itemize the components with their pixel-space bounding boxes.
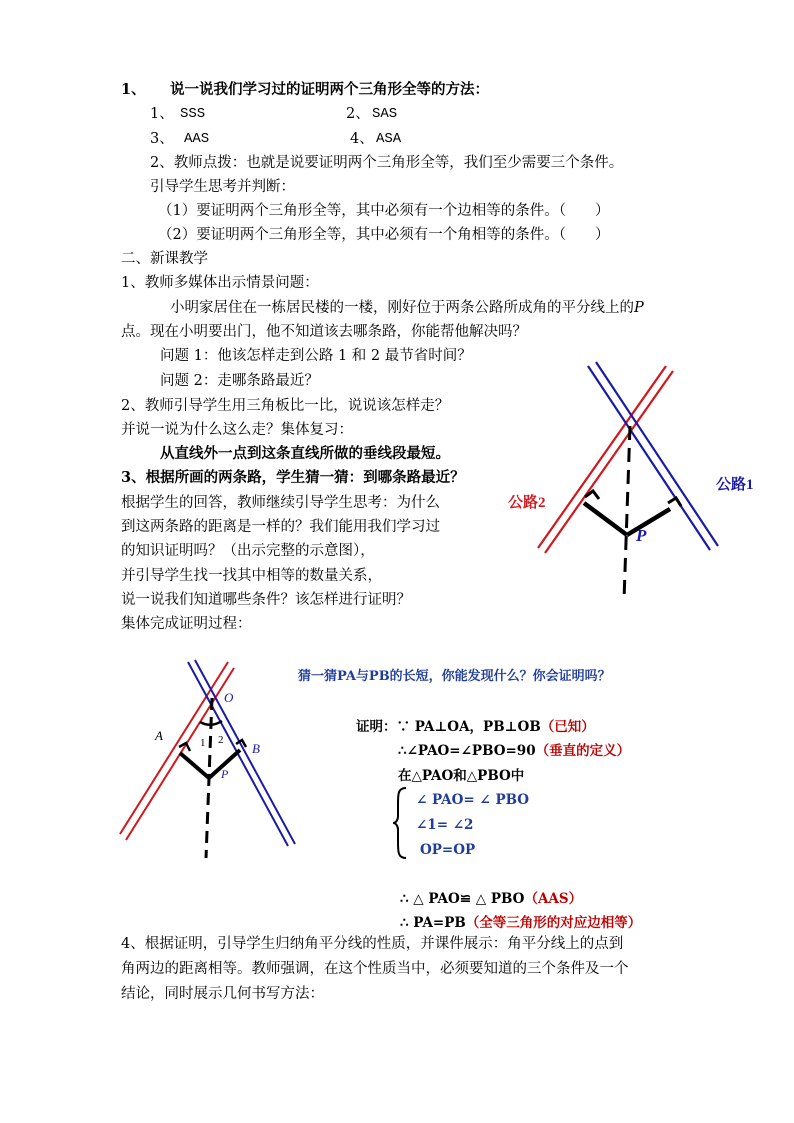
method-1-num: 1、 xyxy=(150,106,174,122)
label-b: B xyxy=(252,741,260,756)
section2-line-4: 2、教师引导学生用三角板比一比，说说该怎样走？ xyxy=(121,398,450,414)
proof-figure xyxy=(118,658,308,863)
section2-line-12: 说一说我们知道哪些条件？该怎样进行证明？ xyxy=(121,592,411,608)
condition-1: ∠ PAO= ∠ PBO xyxy=(416,792,530,808)
section2-line-10: 的知识证明吗？（出示完整的示意图）， xyxy=(121,543,375,559)
segment-pa xyxy=(180,753,209,778)
proof-conclusion-2-note: （全等三角形的对应边相等） xyxy=(465,915,642,931)
section2-line-5: 并说一说为什么这么走？集体复习： xyxy=(121,422,353,438)
section2-line-3: 点。现在小明要出门，他不知道该去哪条路，你能帮他解决吗？ xyxy=(121,324,527,340)
angle-1-label: 1 xyxy=(200,737,206,749)
section2-heading: 二、新课教学 xyxy=(121,251,208,267)
proof-conclusion-2-text: ∴ PA=PB xyxy=(400,915,466,931)
perpendicular-to-road2 xyxy=(584,503,627,535)
label-a: A xyxy=(155,728,163,743)
bisector-dashed xyxy=(624,426,630,600)
method-4: ASA xyxy=(376,131,402,147)
perpendicular-shortest: 从直线外一点到这条直线所做的垂线段最短。 xyxy=(160,445,450,462)
section2-line-13: 集体完成证明过程： xyxy=(121,616,252,632)
perpendicular-to-road1 xyxy=(627,509,670,535)
section2-line-11: 并引导学生找一找其中相等的数量关系， xyxy=(121,568,382,584)
condition-3: OP=OP xyxy=(420,842,476,858)
section4-line-3: 结论，同时展示几何书写方法： xyxy=(121,986,324,1002)
proof-conclusion-1 xyxy=(400,889,582,909)
method-2: SAS xyxy=(372,106,398,122)
side-oa-line-a xyxy=(120,662,228,834)
section4-line-1: 4、根据证明，引导学生归纳角平分线的性质，并课件展示：角平分线上的点到 xyxy=(121,936,624,952)
section2-line-8: 根据学生的回答，教师继续引导学生思考：为什么 xyxy=(121,495,440,511)
proof-line-2 xyxy=(398,741,630,761)
right-angle-mark-right xyxy=(668,498,681,506)
teacher-hint: 2、教师点拨：也就是说要证明两个三角形全等，我们至少需要三个条件。 xyxy=(150,155,624,171)
section1-heading-num: 1、 xyxy=(121,81,146,98)
proof-line-2-text: ∴∠PAO=∠PBO=90 xyxy=(398,743,536,759)
section1-heading: 说一说我们学习过的证明两个三角形全等的方法： xyxy=(170,81,489,98)
problem-2: 问题 2：走哪条路最近？ xyxy=(160,373,319,389)
angle-2-label: 2 xyxy=(218,734,224,746)
proof-line-1-note: （已知） xyxy=(540,719,595,735)
road2-label: 公路2 xyxy=(508,495,546,511)
proof-line-1-text: 证明：∵ PA⊥OA，PB⊥OB xyxy=(356,719,541,735)
method-1: SSS xyxy=(180,106,206,122)
label-o: O xyxy=(224,690,234,705)
proof-line-2-note: （垂直的定义） xyxy=(535,743,631,759)
method-2-num: 2、 xyxy=(346,106,370,122)
condition-2: ∠1= ∠2 xyxy=(416,817,474,833)
proof-line-1 xyxy=(356,717,595,737)
judge-question-1: （1）要证明两个三角形全等，其中必须有一个边相等的条件。（ ） xyxy=(158,203,610,219)
method-3: AAS xyxy=(184,131,210,147)
section2-line-2 xyxy=(170,298,644,318)
method-3-num: 3、 xyxy=(150,131,174,147)
figure1-point-p: P xyxy=(636,526,647,545)
proof-title: 猜一猜PA与PB的长短，你能发现什么？你会证明吗？ xyxy=(298,669,611,684)
roads-figure xyxy=(500,360,780,610)
section2-line-7: 3、根据所画的两条路，学生猜一猜：到哪条路最近？ xyxy=(121,469,465,486)
problem-1: 问题 1：他该怎样走到公路 1 和 2 最节省时间？ xyxy=(160,348,472,364)
proof-conclusion-1-text: ∴ △ PAO≌ △ PBO xyxy=(400,891,525,907)
section4-line-2: 角两边的距离相等。教师强调，在这个性质当中，必须要知道的三个条件及一个 xyxy=(121,961,629,977)
proof-conclusion-2 xyxy=(400,913,641,933)
guide-text: 引导学生思考并判断： xyxy=(150,179,295,195)
road1-label: 公路1 xyxy=(716,477,754,493)
method-4-num: 4、 xyxy=(350,131,374,147)
side-ob-line-b xyxy=(195,660,295,844)
proof-line-3: 在△PAO和△PBO中 xyxy=(398,768,525,784)
brace xyxy=(392,786,408,860)
proof-conclusion-1-note: （AAS） xyxy=(524,891,583,907)
label-p: P xyxy=(221,767,229,781)
judge-question-2: （2）要证明两个三角形全等，其中必须有一个角相等的条件。（ ） xyxy=(158,227,610,243)
section2-line-9: 到这两条路的距离是一样的？我们能用我们学习过 xyxy=(121,519,440,535)
section2-line-1: 1、教师多媒体出示情景问题： xyxy=(121,275,319,291)
section2-line-2-text: 小明家居住在一栋居民楼的一楼，刚好位于两条公路所成角的平分线上的 xyxy=(170,300,634,316)
point-p-inline: P xyxy=(634,300,644,316)
